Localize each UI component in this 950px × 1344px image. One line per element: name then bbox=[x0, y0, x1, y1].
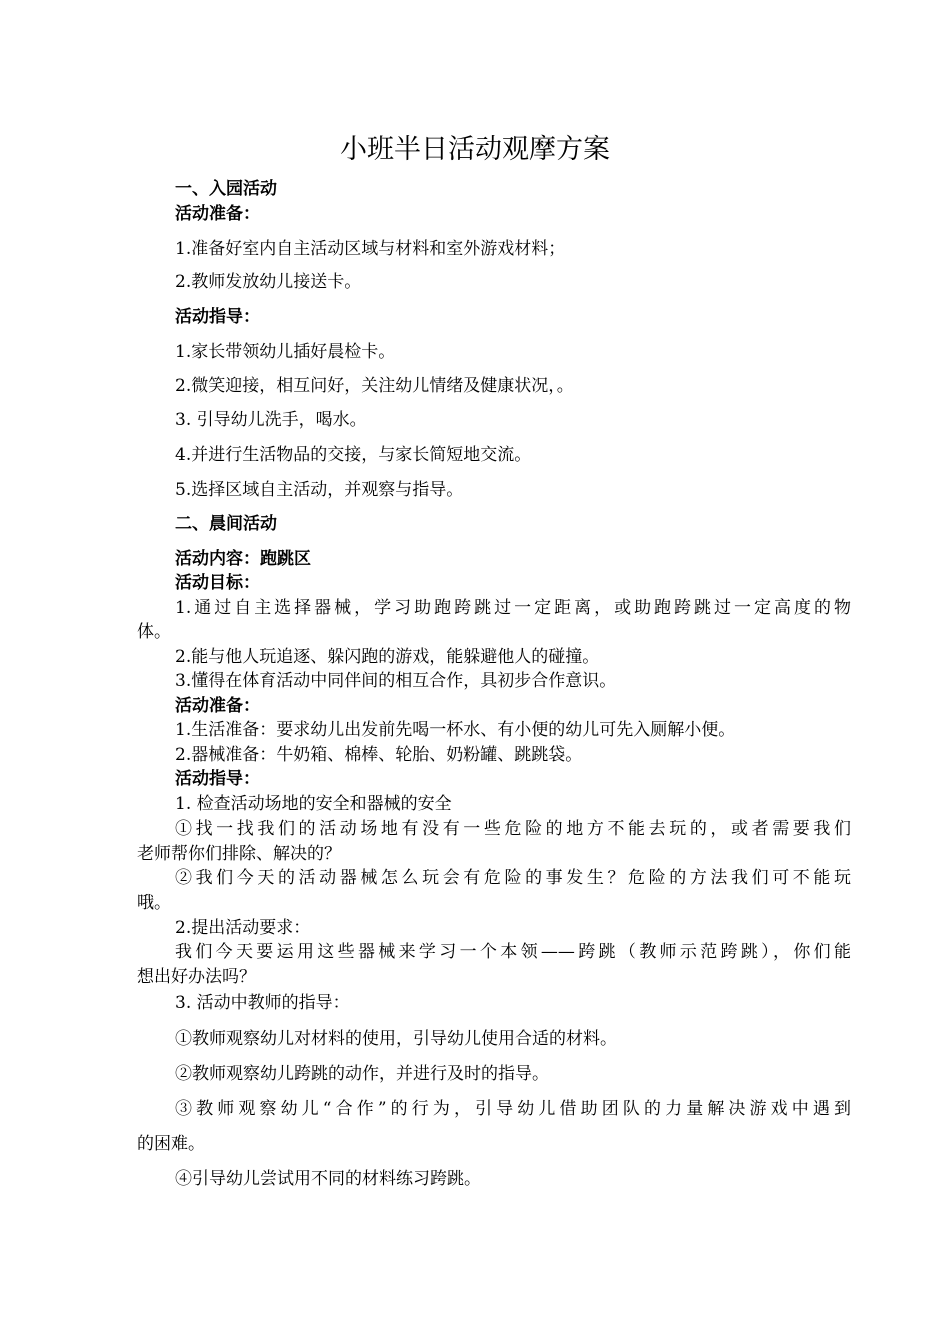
section2-guide-line-10: ①教师观察幼儿对材料的使用，引导幼儿使用合适的材料。 bbox=[175, 1029, 617, 1049]
section2-guide-line-8: 想出好办法吗？ bbox=[137, 967, 256, 987]
section2-prep-item-1: 1.生活准备：要求幼儿出发前先喝一杯水、有小便的幼儿可先入厕解小便。 bbox=[175, 720, 736, 740]
section2-guide-line-13: 的困难。 bbox=[137, 1134, 205, 1154]
section2-goal-item-1: 1.通过自主选择器械，学习助跑跨跳过一定距离，或助跑跨跳过一定高度的物 bbox=[175, 598, 851, 618]
section2-goal-label: 活动目标： bbox=[175, 573, 260, 593]
section2-guide-line-7: 我们今天要运用这些器械来学习一个本领——跨跳（教师示范跨跳），你们能 bbox=[175, 942, 851, 962]
section2-guide-line-3: 老师帮你们排除、解决的？ bbox=[137, 844, 341, 864]
section2-guide-label: 活动指导： bbox=[175, 769, 260, 789]
section2-guide-line-5: 哦。 bbox=[137, 893, 171, 913]
section1-heading: 一、入园活动 bbox=[175, 179, 277, 199]
section2-content-label: 活动内容：跑跳区 bbox=[175, 549, 311, 569]
section2-guide-line-14: ④引导幼儿尝试用不同的材料练习跨跳。 bbox=[175, 1169, 481, 1189]
section2-prep-item-2: 2.器械准备：牛奶箱、棉棒、轮胎、奶粉罐、跳跳袋。 bbox=[175, 745, 583, 765]
section1-guide-item-5: 5.选择区域自主活动，并观察与指导。 bbox=[175, 480, 464, 500]
section2-prep-label: 活动准备： bbox=[175, 696, 260, 716]
section2-guide-line-11: ②教师观察幼儿跨跳的动作，并进行及时的指导。 bbox=[175, 1064, 549, 1084]
section2-guide-line-2: ①找一找我们的活动场地有没有一些危险的地方不能去玩的，或者需要我们 bbox=[175, 819, 851, 839]
section1-guide-item-4: 4.并进行生活物品的交接，与家长简短地交流。 bbox=[175, 445, 532, 465]
page-title: 小班半日活动观摩方案 bbox=[340, 134, 610, 165]
section2-guide-line-12: ③教师观察幼儿“合作”的行为，引导幼儿借助团队的力量解决游戏中遇到 bbox=[175, 1099, 851, 1119]
section2-guide-line-1: 1. 检查活动场地的安全和器械的安全 bbox=[175, 794, 452, 814]
section1-guide-item-3: 3. 引导幼儿洗手，喝水。 bbox=[175, 410, 367, 430]
section2-goal-item-1-cont: 体。 bbox=[137, 622, 171, 642]
section1-prep-label: 活动准备： bbox=[175, 204, 260, 224]
section2-goal-item-3: 3.懂得在体育活动中同伴间的相互合作，具初步合作意识。 bbox=[175, 671, 617, 691]
section1-prep-item-2: 2.教师发放幼儿接送卡。 bbox=[175, 272, 362, 292]
section2-guide-line-4: ②我们今天的活动器械怎么玩会有危险的事发生？危险的方法我们可不能玩 bbox=[175, 868, 851, 888]
section2-guide-line-9: 3. 活动中教师的指导： bbox=[175, 993, 350, 1013]
section1-prep-item-1: 1.准备好室内自主活动区域与材料和室外游戏材料； bbox=[175, 239, 566, 259]
section2-heading: 二、晨间活动 bbox=[175, 514, 277, 534]
section1-guide-item-2: 2.微笑迎接，相互问好，关注幼儿情绪及健康状况，。 bbox=[175, 376, 574, 396]
section2-guide-line-6: 2.提出活动要求： bbox=[175, 918, 311, 938]
section2-goal-item-2: 2.能与他人玩追逐、躲闪跑的游戏，能躲避他人的碰撞。 bbox=[175, 647, 600, 667]
section1-guide-label: 活动指导： bbox=[175, 307, 260, 327]
section1-guide-item-1: 1.家长带领幼儿插好晨检卡。 bbox=[175, 342, 396, 362]
